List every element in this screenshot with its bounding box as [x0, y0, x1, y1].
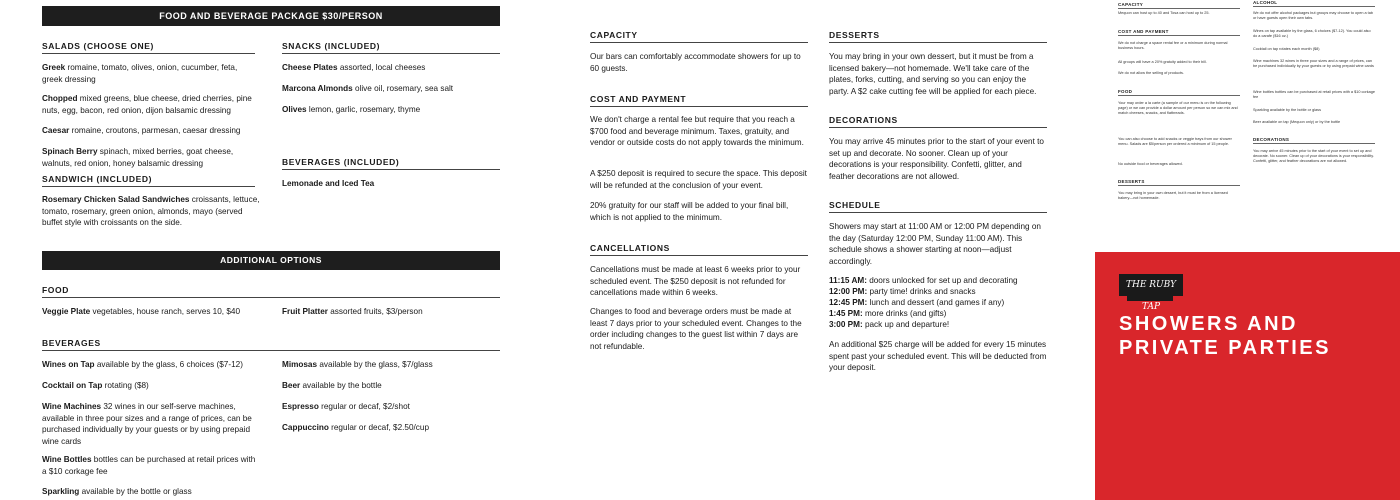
- schedule-time-2: 12:00 PM: party time! drinks and snacks: [829, 287, 976, 296]
- desserts-text: You may bring in your own dessert, but it must be from a licensed bakery—not homemade. We'll take care of the plates, forks, cutting, and serving so you can enjoy the party. A $2 cake cutting fee will be applied for each piece.: [829, 52, 1037, 96]
- beverages-rule: [42, 350, 500, 351]
- beverages-included-rule: [282, 169, 500, 170]
- mini-decorations-heading: DECORATIONS: [1253, 137, 1290, 142]
- lemonade-item: Lemonade and Iced Tea: [282, 179, 375, 188]
- desserts-heading: DESSERTS: [829, 30, 880, 40]
- cost-rule: [590, 106, 808, 107]
- cancellations-heading: CANCELLATIONS: [590, 243, 670, 253]
- cover-panel: [1095, 0, 1400, 500]
- cost-text-2: A $250 deposit is required to secure the space. This deposit will be refunded at the conclusion of your event.: [590, 169, 807, 190]
- mini-decorations-text: You may arrive 45 minutes prior to the start of your event to set up and decorate. No sooner. Clean up of your decorations is your responsibility. Confetti, glitter, and feather decorations are not allowed.: [1253, 149, 1374, 163]
- mini-capacity-text: Mequon can host up to 40 and Tosa can host up to 25.: [1118, 11, 1210, 15]
- capacity-rule: [590, 42, 808, 43]
- schedule-time-5: 3:00 PM: pack up and departure!: [829, 320, 950, 329]
- package-title-bar: FOOD AND BEVERAGE PACKAGE $30/PERSON: [42, 6, 500, 26]
- snack-cheese: Cheese Plates assorted, local cheeses: [282, 63, 426, 72]
- espresso: Espresso regular or decaf, $2/shot: [282, 402, 410, 411]
- mini-cost-3: We do not allow the selling of products.: [1118, 71, 1184, 75]
- schedule-outro: An additional $25 charge will be added for every 15 minutes spent past your scheduled event. This will be deducted from your deposit.: [829, 340, 1047, 372]
- salads-rule: [42, 53, 255, 54]
- capacity-heading: CAPACITY: [590, 30, 638, 40]
- sparkling: Sparkling available by the bottle or glass: [42, 487, 192, 496]
- wine-machines: Wine Machines 32 wines in our self-serve machines, available in three pour sizes and a range of prices, can be purchased individually by your guests or by using prepaid wine cards: [42, 402, 252, 446]
- desserts-rule: [829, 42, 1047, 43]
- mini-cost-2: All groups will have a 20% gratuity added to their bill.: [1118, 60, 1207, 64]
- beverages-included-heading: BEVERAGES (INCLUDED): [282, 157, 400, 167]
- cost-text-3: 20% gratuity for our staff will be added to your final bill, which is not applied to the minimum.: [590, 201, 789, 222]
- mini-food-rule: [1118, 95, 1240, 96]
- cancellations-text-1: Cancellations must be made at least 6 weeks prior to your scheduled event. The $250 deposit is not refunded for cancellations made within 6 weeks.: [590, 265, 801, 297]
- wines-on-tap: Wines on Tap available by the glass, 6 choices ($7-12): [42, 360, 243, 369]
- snacks-heading: SNACKS (INCLUDED): [282, 41, 381, 51]
- schedule-intro: Showers may start at 11:00 AM or 12:00 PM depending on the day (Saturday 12:00 PM, Sunday 11:00 AM). This schedule shows a shower starting at noon—adjust accordingly.: [829, 222, 1041, 266]
- cover-red-block: [1095, 252, 1400, 500]
- sandwich-rule: [42, 186, 255, 187]
- decorations-rule: [829, 127, 1047, 128]
- mini-food-2: You can also choose to add snacks or veggie trays from our shower menu. Salads are $5/person per ordered a minimum of 15 people.: [1118, 137, 1232, 146]
- cost-heading: COST AND PAYMENT: [590, 94, 687, 104]
- sandwich-item: Rosemary Chicken Salad Sandwiches croissants, lettuce, tomato, rosemary, green onion, almonds, mayo (served buffet style with croissants on the side.: [42, 195, 260, 227]
- mini-cost-heading: COST AND PAYMENT: [1118, 29, 1169, 34]
- mini-alcohol-wines: Wines on tap available by the glass, 6 choices ($7-12). You could also do a carafe ($16 oz.): [1253, 29, 1371, 38]
- food-rule: [42, 297, 500, 298]
- mini-alcohol-1: We do not offer alcohol packages but groups may choose to open a tab or have guests open their own tabs.: [1253, 11, 1373, 20]
- cancellations-text-2: Changes to food and beverage orders must be made at least 7 days prior to your scheduled event. Changes to the order including changes to the guest list within 7 days are not refundable.: [590, 307, 802, 351]
- mini-alcohol-heading: ALCOHOL: [1253, 0, 1278, 5]
- mini-food-3: No outside food or beverages allowed.: [1118, 162, 1183, 166]
- mini-capacity-rule: [1118, 8, 1240, 9]
- mini-cost-rule: [1118, 35, 1240, 36]
- schedule-time-3: 12:45 PM: lunch and dessert (and games if any): [829, 298, 1005, 307]
- schedule-rule: [829, 212, 1047, 213]
- food-heading: FOOD: [42, 285, 69, 295]
- salad-greek: Greek romaine, tomato, olives, onion, cucumber, feta, greek dressing: [42, 63, 238, 84]
- snack-olives: Olives lemon, garlic, rosemary, thyme: [282, 105, 421, 114]
- cancellations-rule: [590, 255, 808, 256]
- mini-food-1: Your may order a la carte (a sample of our menu is on the following page) or we can provide a dollar amount per person so we can mix and match cheeses, snacks, and flatbreads.: [1118, 101, 1238, 115]
- mini-alcohol-bottles: Wine bottles bottles can be purchased at retail prices with a $10 corkage fee: [1253, 90, 1375, 99]
- mini-desserts-rule: [1118, 185, 1240, 186]
- snack-almonds: Marcona Almonds olive oil, rosemary, sea salt: [282, 84, 454, 93]
- policies-panel: [560, 0, 1095, 500]
- schedule-time-4: 1:45 PM: more drinks (and gifts): [829, 309, 947, 318]
- schedule-time-1: 11:15 AM: doors unlocked for set up and decorating: [829, 276, 1018, 285]
- mini-food-heading: FOOD: [1118, 89, 1133, 94]
- cover-title-line-1: SHOWERS AND: [1119, 313, 1298, 335]
- additional-options-bar: ADDITIONAL OPTIONS: [42, 251, 500, 270]
- mini-cost-1: We do not charge a space rental fee or a minimum during normal business hours.: [1118, 41, 1228, 50]
- mini-desserts-heading: DESSERTS: [1118, 179, 1145, 184]
- wine-bottles: Wine Bottles bottles can be purchased at retail prices with a $10 corkage fee: [42, 455, 256, 476]
- cover-title-line-2: PRIVATE PARTIES: [1119, 337, 1331, 359]
- mini-desserts-text: You may bring in your own dessert, but it must be from a licensed bakery—not homemade.: [1118, 191, 1228, 200]
- decorations-heading: DECORATIONS: [829, 115, 898, 125]
- mini-alcohol-machines: Wine machines 32 wines in three pour sizes and a range of prices, can be purchased individually by your guests or by using prepaid wine cards: [1253, 59, 1374, 68]
- cost-text-1: We don't charge a rental fee but require that you reach a $700 food and beverage minimum. Taxes, gratuity, and vendor or outside costs do not apply towards the minimum.: [590, 115, 804, 147]
- salad-spinach-berry: Spinach Berry spinach, mixed berries, goat cheese, walnuts, red onion, honey balsamic dressing: [42, 147, 234, 168]
- mini-alcohol-cocktail: Cocktail on tap rotates each month ($8): [1253, 47, 1320, 51]
- cappuccino: Cappuccino regular or decaf, $2.50/cup: [282, 423, 429, 432]
- mimosas: Mimosas available by the glass, $7/glass: [282, 360, 433, 369]
- mini-alcohol-beer: Beer available on tap (Mequon only) or by the bottle: [1253, 120, 1341, 124]
- salads-heading: SALADS (CHOOSE ONE): [42, 41, 154, 51]
- schedule-heading: SCHEDULE: [829, 200, 881, 210]
- package-panel: [0, 0, 560, 500]
- logo-drip-shape: [1127, 296, 1173, 301]
- capacity-text: Our bars can comfortably accommodate showers for up to 60 guests.: [590, 52, 801, 73]
- salad-caesar: Caesar romaine, croutons, parmesan, caesar dressing: [42, 126, 241, 135]
- cover-title: [1119, 312, 1389, 360]
- food-veggie-plate: Veggie Plate vegetables, house ranch, serves 10, $40: [42, 307, 241, 316]
- food-fruit-platter: Fruit Platter assorted fruits, $3/person: [282, 307, 423, 316]
- cocktail-on-tap: Cocktail on Tap rotating ($8): [42, 381, 149, 390]
- salad-chopped: Chopped mixed greens, blue cheese, dried cherries, pine nuts, egg, bacon, red onion, dijon balsamic dressing: [42, 94, 252, 115]
- beverages-heading: BEVERAGES: [42, 338, 101, 348]
- mini-decorations-rule: [1253, 143, 1375, 144]
- mini-alcohol-rule: [1253, 6, 1375, 7]
- sandwich-heading: SANDWICH (INCLUDED): [42, 174, 153, 184]
- beer: Beer available by the bottle: [282, 381, 382, 390]
- ruby-tap-logo: THE RUBY TAP: [1119, 274, 1183, 296]
- snacks-rule: [282, 53, 500, 54]
- mini-capacity-heading: CAPACITY: [1118, 2, 1144, 7]
- mini-alcohol-sparkling: Sparkling available by the bottle or glass: [1253, 108, 1321, 112]
- decorations-text: You may arrive 45 minutes prior to the start of your event to set up and decorate. No sooner. Clean up of your decorations is your responsibility. Confetti, glitter, and feather decorations are not allowed.: [829, 137, 1044, 181]
